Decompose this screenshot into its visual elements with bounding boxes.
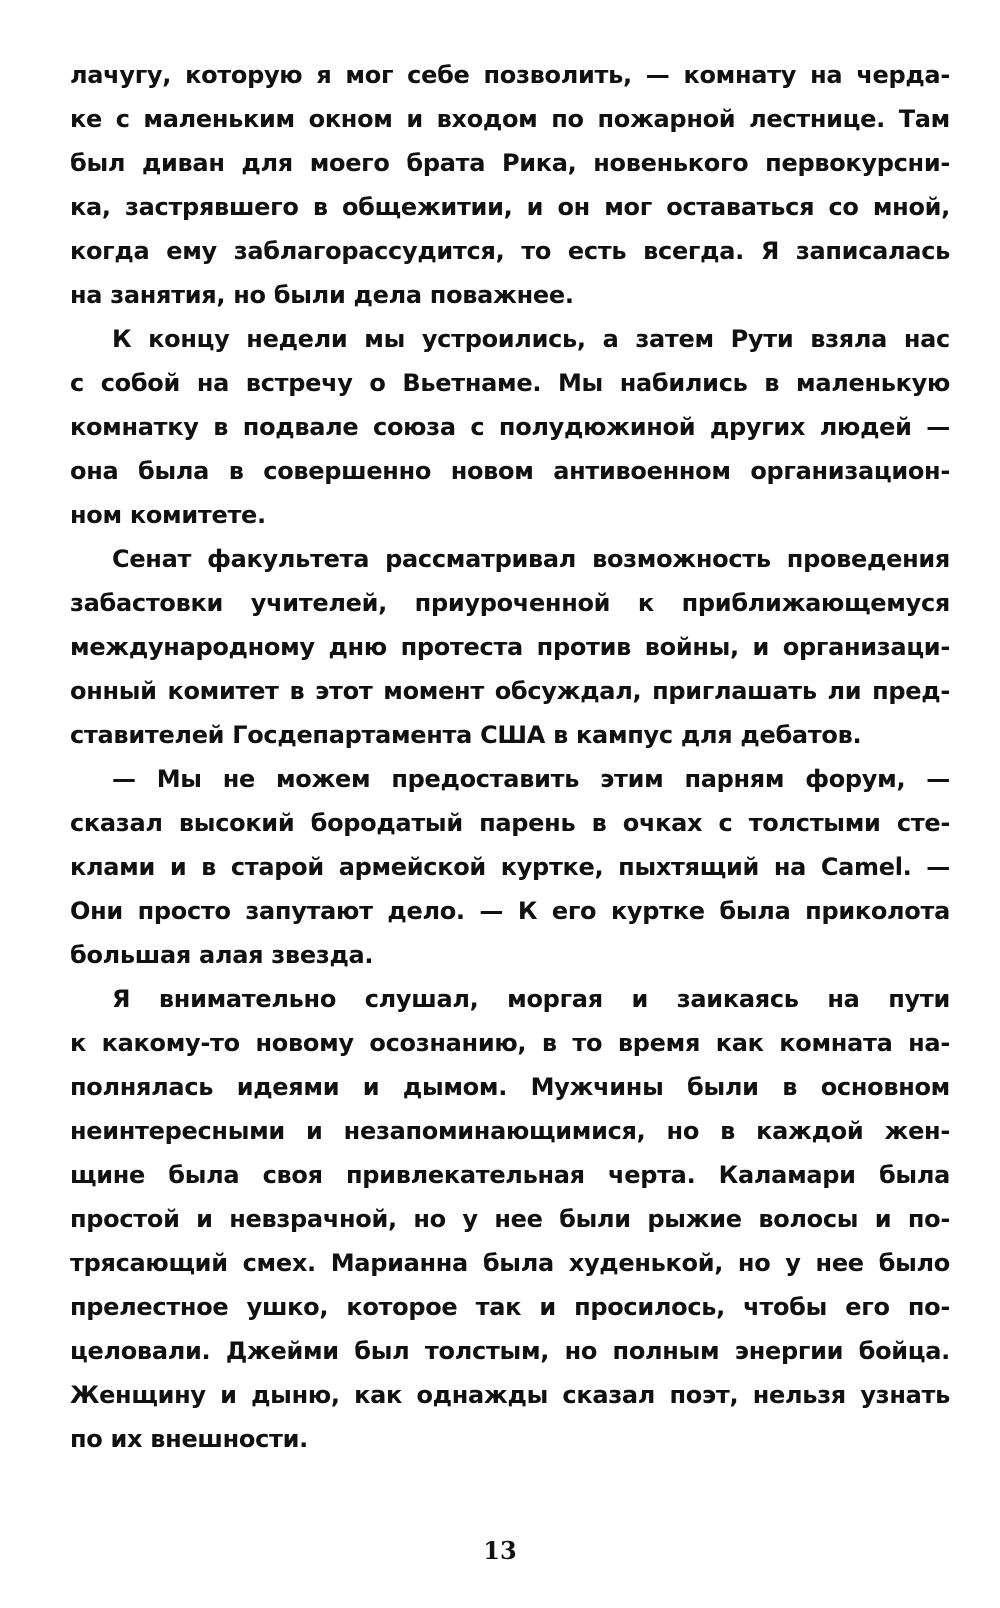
text-line: ке с маленьким окном и входом по пожарной лестнице. Там [70, 105, 950, 133]
text-line: Женщину и дыню, как однажды сказал поэт, нельзя узнать [70, 1381, 950, 1409]
text-line: международному дню протеста против войны, и организаци- [70, 633, 950, 661]
text-line: К концу недели мы устроились, а затем Рути взяла нас [112, 325, 950, 353]
text-line: с собой на встречу о Вьетнаме. Мы набились в маленькую [70, 369, 950, 397]
text-line: прелестное ушко, которое так и просилось, чтобы его по- [70, 1293, 950, 1321]
text-line: онный комитет в этот момент обсуждал, приглашать ли пред- [70, 677, 950, 705]
text-line: Они просто запутают дело. — К его куртке была приколота [70, 897, 950, 925]
text-line: Сенат факультета рассматривал возможность проведения [112, 545, 950, 573]
text-line: был диван для моего брата Рика, новенького первокурсни- [70, 149, 950, 177]
text-line: полнялась идеями и дымом. Мужчины были в основном [70, 1073, 950, 1101]
text-line: ставителей Госдепартамента США в кампус для дебатов. [70, 721, 862, 749]
page-number: 13 [483, 1536, 517, 1565]
text-line: ном комитете. [70, 501, 266, 529]
text-line: к какому-то новому осознанию, в то время как комната на- [70, 1029, 950, 1057]
text-line: большая алая звезда. [70, 941, 374, 969]
text-line: комнатку в подвале союза с полудюжиной других людей — [70, 413, 950, 441]
text-line: она была в совершенно новом антивоенном организацион- [70, 457, 950, 485]
text-line: ка, застрявшего в общежитии, и он мог оставаться со мной, [70, 193, 950, 221]
text-line: сказал высокий бородатый парень в очках с толстыми сте- [70, 809, 950, 837]
text-line: неинтересными и незапоминающимися, но в каждой жен- [70, 1117, 950, 1145]
text-line: лачугу, которую я мог себе позволить, — комнату на черда- [70, 61, 950, 89]
text-line: щине была своя привлекательная черта. Каламари была [70, 1161, 950, 1189]
text-line: Я внимательно слушал, моргая и заикаясь на пути [112, 985, 950, 1013]
text-line: на занятия, но были дела поважнее. [70, 281, 574, 309]
text-line: простой и невзрачной, но у нее были рыжие волосы и по- [70, 1205, 950, 1233]
text-line: по их внешности. [70, 1425, 308, 1453]
text-line: забастовки учителей, приуроченной к приближающемуся [70, 589, 950, 617]
text-line: — Мы не можем предоставить этим парням форум, — [112, 765, 950, 793]
text-line: целовали. Джейми был толстым, но полным энергии бойца. [70, 1337, 950, 1365]
text-line: трясающий смех. Марианна была худенькой, но у нее было [70, 1249, 950, 1277]
text-line: когда ему заблагорассудится, то есть всегда. Я записалась [70, 237, 950, 265]
text-line: клами и в старой армейской куртке, пыхтящий на Camel. — [70, 853, 950, 881]
